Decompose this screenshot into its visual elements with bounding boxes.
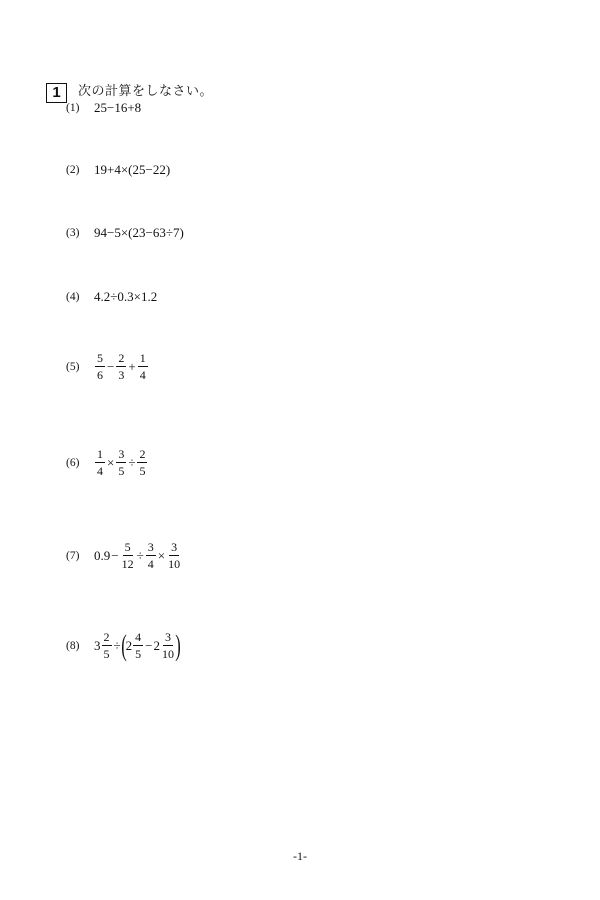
problem-5 xyxy=(66,351,149,382)
fraction xyxy=(95,351,105,382)
problem-1-label: (1) xyxy=(66,102,80,114)
numerator: 2 xyxy=(103,630,110,644)
problem-7-expression xyxy=(94,540,182,571)
numerator: 3 xyxy=(147,540,154,554)
question-number-box: 1 xyxy=(46,83,67,103)
denominator: 4 xyxy=(147,557,154,571)
left-parenthesis: ( xyxy=(120,628,127,662)
problem-1 xyxy=(66,100,141,116)
denominator: 10 xyxy=(161,647,174,661)
problem-7-label: (7) xyxy=(66,549,80,562)
operator: − xyxy=(145,637,153,653)
fraction xyxy=(167,540,181,571)
operator: + xyxy=(128,358,136,374)
numerator: 3 xyxy=(171,540,178,554)
fraction xyxy=(95,447,105,478)
denominator: 4 xyxy=(97,464,103,478)
problem-4-expression: 4.2÷0.3×1.2 xyxy=(94,289,158,304)
problem-3 xyxy=(66,225,184,241)
question-instruction: 次の計算をしなさい。 xyxy=(78,84,214,99)
problem-1-expression: 25−16+8 xyxy=(94,100,142,115)
leading-decimal: 0.9 xyxy=(94,547,111,563)
problem-5-expression xyxy=(94,351,149,382)
problem-5-label: (5) xyxy=(66,360,80,373)
problem-4-label: (4) xyxy=(66,291,80,303)
fraction xyxy=(133,630,143,661)
problem-6-expression xyxy=(94,447,148,478)
numerator: 5 xyxy=(97,351,103,365)
numerator: 3 xyxy=(118,447,125,461)
problem-3-label: (3) xyxy=(66,227,80,239)
denominator: 6 xyxy=(97,368,103,382)
problem-2-label: (2) xyxy=(66,164,80,176)
operator: ÷ xyxy=(136,547,144,563)
problem-7 xyxy=(66,540,182,571)
numerator: 1 xyxy=(97,447,103,461)
whole-number: 2 xyxy=(153,637,160,653)
fraction xyxy=(116,447,126,478)
fraction xyxy=(121,540,135,571)
whole-number: 3 xyxy=(94,637,101,653)
operator: ÷ xyxy=(128,454,136,470)
numerator: 2 xyxy=(118,351,125,365)
right-parenthesis: ) xyxy=(175,628,181,662)
operator: ÷ xyxy=(113,637,121,653)
problem-2 xyxy=(66,162,170,178)
operator: × xyxy=(157,547,166,563)
fraction xyxy=(161,630,175,661)
fraction xyxy=(102,630,112,661)
denominator: 12 xyxy=(121,557,134,571)
denominator: 5 xyxy=(135,647,142,661)
problem-2-expression: 19+4×(25−22) xyxy=(94,162,171,177)
numerator: 1 xyxy=(139,351,146,365)
fraction xyxy=(137,447,147,478)
denominator: 5 xyxy=(139,464,146,478)
problem-4 xyxy=(66,289,157,305)
problem-3-expression: 94−5×(23−63÷7) xyxy=(94,225,184,240)
problem-8 xyxy=(66,630,180,661)
page-number: -1- xyxy=(293,849,307,863)
denominator: 5 xyxy=(103,647,110,661)
operator: × xyxy=(107,454,115,470)
problem-8-label: (8) xyxy=(66,639,80,652)
denominator: 3 xyxy=(118,368,125,382)
denominator: 5 xyxy=(118,464,125,478)
denominator: 4 xyxy=(139,368,146,382)
numerator: 3 xyxy=(164,630,171,644)
problem-6 xyxy=(66,447,148,478)
numerator: 2 xyxy=(139,447,146,461)
whole-number: 2 xyxy=(125,637,133,653)
fraction xyxy=(146,540,156,571)
operator: − xyxy=(111,547,119,563)
numerator: 5 xyxy=(124,540,131,554)
numerator: 4 xyxy=(135,630,142,644)
problem-8-expression xyxy=(94,630,180,661)
fraction xyxy=(116,351,126,382)
operator: − xyxy=(107,358,115,374)
problem-6-label: (6) xyxy=(66,456,80,469)
denominator: 10 xyxy=(168,557,181,571)
fraction xyxy=(138,351,148,382)
